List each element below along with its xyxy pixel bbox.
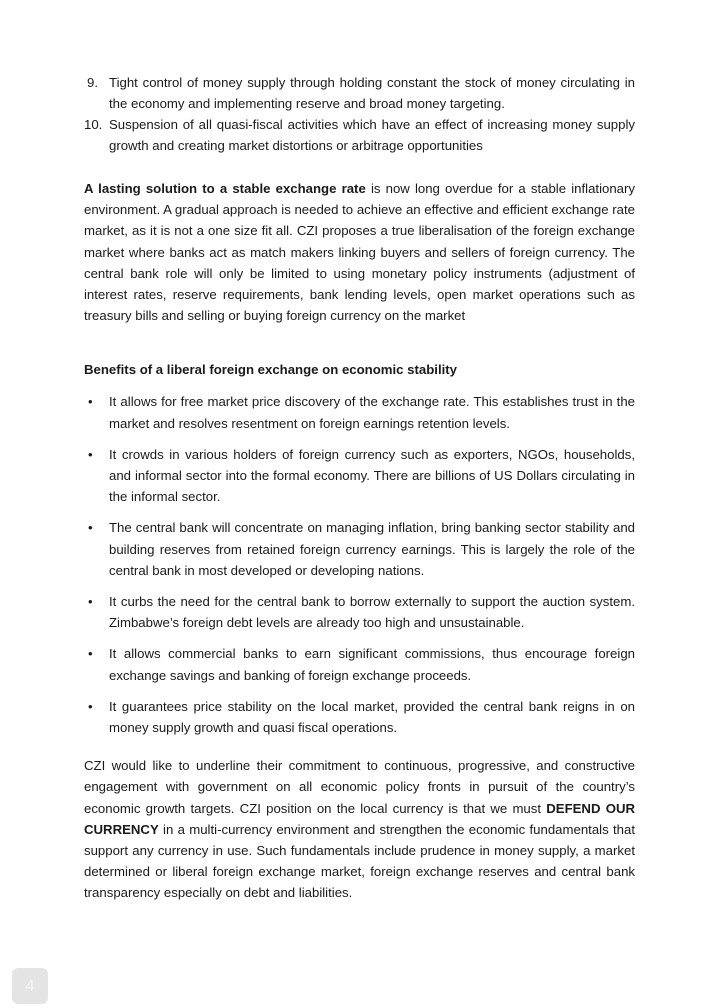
document-body xyxy=(84,72,635,904)
spacer xyxy=(84,380,635,391)
paragraph-closing xyxy=(84,755,635,903)
list-item-text: Suspension of all quasi-fiscal activities which have an effect of increasing money supply growth and creating market distortions or arbitrage opportunities xyxy=(109,117,635,153)
bullet-item-text: It guarantees price stability on the local market, provided the central bank reigns in on money supply growth and quasi fiscal operations. xyxy=(109,698,635,736)
bullet-item-text: It curbs the need for the central bank to borrow externally to support the auction system. Zimbabwe’s foreign debt levels are already too high and unsustainable. xyxy=(109,594,635,631)
closing-text-emphasis: DEFEND OUR CURRENCY xyxy=(84,800,635,837)
bullet-list-item xyxy=(84,517,635,581)
spacer xyxy=(84,156,635,178)
spacer xyxy=(84,348,635,359)
page-number-badge: 4 xyxy=(12,968,48,1004)
list-marker: 10. xyxy=(84,117,103,132)
spacer xyxy=(84,738,635,755)
bullet-list-item xyxy=(84,591,635,633)
bullet-item-text: It allows commercial banks to earn significant commissions, thus encourage foreign exchange savings and banking of foreign exchange proceeds. xyxy=(109,646,635,683)
list-marker: 9. xyxy=(87,75,98,90)
paragraph-bold-lead: A lasting solution to a stable exchange rate xyxy=(84,181,366,196)
numbered-list xyxy=(84,72,635,156)
benefits-bullet-list xyxy=(84,391,635,738)
bullet-list-item xyxy=(84,444,635,508)
bullet-dot-icon: • xyxy=(88,698,93,714)
bullet-dot-icon: • xyxy=(88,394,93,410)
closing-text-part1: CZI would like to underline their commitment to continuous, progressive, and constructive engagement with government on all economic policy fronts in pursuit of the country’s economic growth targets. CZI position on the local currency is that we must xyxy=(84,758,635,816)
bullet-dot-icon: • xyxy=(88,446,93,462)
paragraph-exchange-rate xyxy=(84,178,635,326)
bullet-list-item xyxy=(84,696,635,738)
bullet-dot-icon: • xyxy=(88,646,93,662)
numbered-list-item xyxy=(84,114,635,156)
bullet-item-text: It crowds in various holders of foreign currency such as exporters, NGOs, households, and informal sector into the formal economy. There are billions of US Dollars circulating in the informal sector. xyxy=(109,446,635,505)
bullet-list-item xyxy=(84,643,635,685)
bullet-dot-icon: • xyxy=(88,520,93,536)
spacer xyxy=(84,326,635,348)
bullet-list-item xyxy=(84,391,635,433)
bullet-item-text: It allows for free market price discovery of the exchange rate. This establishes trust in the market and resolves resentment on foreign earnings retention levels. xyxy=(109,394,635,431)
list-item-text: Tight control of money supply through holding constant the stock of money circulating in the economy and implementing reserve and broad money targeting. xyxy=(109,75,635,111)
bullet-item-text: The central bank will concentrate on managing inflation, bring banking sector stability and building reserves from retained foreign currency earnings. This is largely the role of the central bank in most developed or developing nations. xyxy=(109,520,635,578)
numbered-list-item xyxy=(84,72,635,114)
section-heading-benefits: Benefits of a liberal foreign exchange on economic stability xyxy=(84,362,457,378)
paragraph-text: is now long overdue for a stable inflationary environment. A gradual approach is needed to achieve an effective and efficient exchange rate market, as it is not a one size fit all. CZI proposes a true liberalisation of the foreign exchange market where banks act as match makers linking buyers and sellers of foreign currency. The central bank role will only be limited to using monetary policy instruments (adjustment of interest rates, reserve requirements, bank lending levels, open market operations such as treasury bills and selling or buying foreign currency on the market xyxy=(84,181,635,324)
closing-text-part2: in a multi-currency environment and strengthen the economic fundamentals that support any currency in use. Such fundamentals include prudence in money supply, a market determined or liberal foreign exchange market, foreign exchange reserves and central bank transparency especially on debt and liabilities. xyxy=(84,821,635,901)
bullet-dot-icon: • xyxy=(88,594,93,610)
